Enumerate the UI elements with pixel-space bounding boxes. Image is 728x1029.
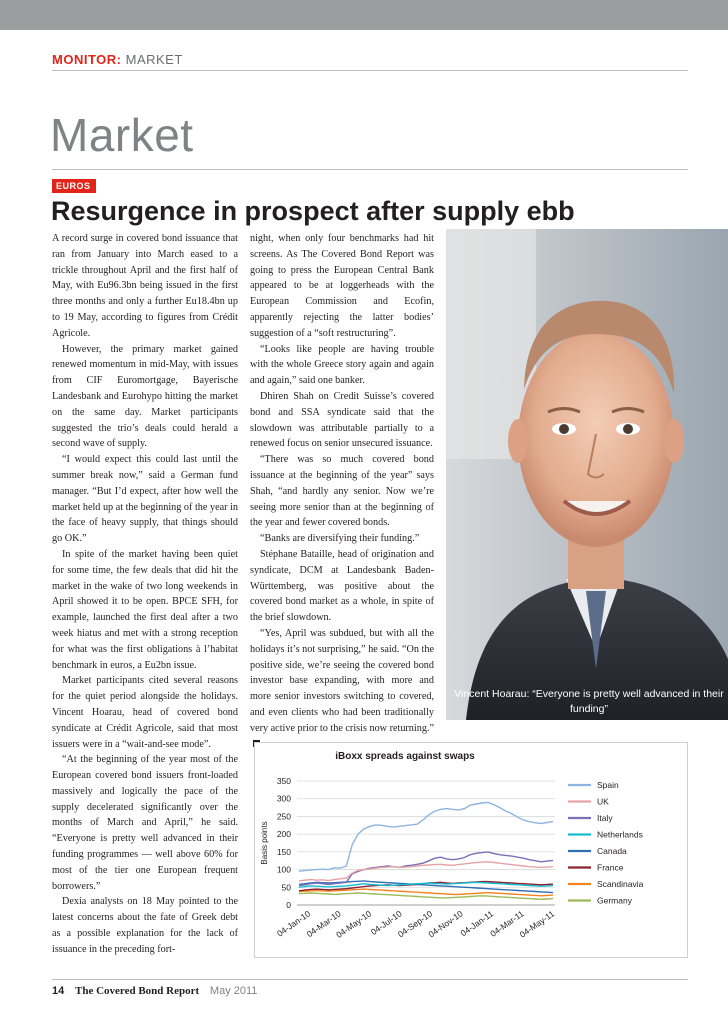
x-tick-label: 04-Mar-11 (488, 908, 526, 939)
paragraph: Dhiren Shah on Credit Suisse’s covered bond and SSA syndicate said that the slowdown was attributable partially to a renewed focus on senior unsecured issuance. (250, 390, 434, 450)
paragraph: Stéphane Bataille, head of origination and syndicate, DCM at Landesbank Baden-Württemberg, was positive about the covered bond market as a whole, in spite of the brief slowdown. (250, 548, 434, 624)
x-tick-label: 04-May-10 (334, 908, 374, 940)
paragraph: However, the primary market gained renewed momentum in mid-May, with issues from CIF Euromortgage, Bayerische Landesbank and Eurohypo hitting the market on the same day. Market participants suggested the trio’s deals could herald a second wave of supply. (52, 343, 238, 450)
section-label (52, 52, 183, 67)
legend-label: Spain (597, 780, 619, 790)
title-divider (52, 169, 688, 170)
x-tick-label: 04-Jan-11 (458, 908, 496, 939)
legend-label: France (597, 862, 624, 873)
article-column-1 (52, 231, 238, 966)
paragraph: night, when only four benchmarks had hit screens. As The Covered Bond Report was going to press the European Central Bank appeared to be at loggerheads with the European Commission and Ecofin, apparently rejecting the latter bodies’ suggestion of a “soft restructuring”. (250, 233, 434, 339)
legend-label: UK (597, 796, 609, 807)
series-line (299, 802, 553, 871)
last-paragraph (250, 626, 434, 752)
paragraph: In spite of the market having been quiet for some time, the few deals that did hit the market in the wake of two long weekends in April showed it to be open. BPCE SFH, for example, launched the first deal after a two week hiatus and met with a strong reception for what was the first obligations à l’habitat benchmark in euros, a Eu2bn issue. (52, 548, 238, 671)
x-tick-label: 04-Jan-10 (275, 908, 313, 939)
footer-divider (52, 979, 688, 980)
x-tick-label: 04-Jul-10 (368, 908, 404, 937)
spreads-chart (254, 742, 688, 958)
x-tick-label: 04-Nov-10 (426, 908, 465, 940)
paragraph-text: “Yes, April was subdued, but with all the holidays it’s not surprising,” he said. “On the positive side, we’re seeing the covered bond investor base expanding, with more and more senior investors switching to covered, and even clients who had been traditionally very active prior to the crisis now returning.” (250, 627, 434, 734)
portrait-photo (446, 229, 728, 720)
photo-caption: Vincent Hoarau: “Everyone is pretty well advanced in their funding” (454, 688, 724, 715)
paragraph: Market participants cited several reasons for the quiet period alongside the holidays. Vincent Hoarau, head of covered bond syndicate at Crédit Agricole, said that most issuers were in a “wait-and-see mode”. (52, 675, 238, 750)
y-axis-label: Basis points (260, 821, 269, 865)
legend-label: Canada (597, 846, 627, 856)
paragraph: “At the beginning of the year most of the European covered bond issuers front-loaded massively and logically the pace of the supply decelerated significantly over the months of March and April,” he said. “Everyone is pretty well advanced in their funding programmes — well above 60% for most of the tier one European frequent borrowers.” (52, 754, 238, 892)
issue-date: May 2011 (209, 985, 258, 997)
category-tag: EUROS (52, 179, 96, 193)
page-title: Market (50, 109, 194, 161)
series-line (299, 862, 553, 881)
portrait-illustration (446, 229, 728, 720)
page-footer (52, 985, 257, 997)
legend-label: Germany (597, 895, 632, 906)
paragraph: Dexia analysts on 18 May pointed to the latest concerns about the fate of Greek debt as a possible explanation for the lack of issuance in the preceding fort- (52, 896, 238, 955)
paragraph: “Looks like people are having trouble with the whole Greece story again and again and again,” said one banker. (250, 343, 434, 387)
page-number: 14 (52, 985, 65, 997)
paragraph: “Banks are diversifying their funding.” (260, 533, 420, 545)
paragraph: “There was so much covered bond issuance at the beginning of the year” says Shah, “and hardly any senior. Now we’re seeing more senior than at the beginning of the year and fewer covered bonds. (250, 454, 434, 529)
paragraph: A record surge in covered bond issuance that ran from January into March eased to a trickle throughout April and the first half of May, with Eu96.3bn being issued in the first three months and only a further Eu18.4bn up to 19 May, according to figures from Crédit Agricole. (52, 233, 238, 339)
top-divider (52, 70, 688, 71)
legend-label: Scandinavia (597, 879, 644, 889)
header-bar (0, 0, 728, 30)
chart-canvas (255, 743, 689, 959)
x-tick-label: 04-May-11 (517, 908, 557, 940)
publication-name: The Covered Bond Report (75, 985, 200, 997)
y-tick-label: 50 (281, 882, 291, 893)
y-tick-label: 100 (276, 864, 291, 875)
article-headline: Resurgence in prospect after supply ebb (51, 196, 575, 226)
paragraph: “I would expect this could last until the summer break now,” said a German fund manager. “But I’d expect, after how well the market held up at the beginning of the year in the face of heavy supply, that things should go OK.” (52, 454, 238, 545)
chart-title: iBoxx spreads against swaps (335, 751, 475, 762)
y-tick-label: 250 (276, 811, 291, 822)
legend-label: Italy (597, 813, 613, 823)
x-tick-label: 04-Mar-10 (304, 908, 343, 940)
series-line (299, 852, 553, 886)
section-label-light: MARKET (125, 52, 183, 67)
y-tick-label: 300 (276, 793, 291, 804)
x-tick-label: 04-Sep-10 (395, 908, 435, 940)
legend-label: Netherlands (597, 829, 643, 840)
y-tick-label: 200 (276, 829, 291, 840)
y-tick-label: 350 (276, 776, 291, 786)
article-column-2 (250, 231, 434, 752)
section-label-strong: MONITOR: (52, 52, 122, 67)
y-tick-label: 150 (276, 846, 291, 857)
y-tick-label: 0 (286, 900, 291, 910)
